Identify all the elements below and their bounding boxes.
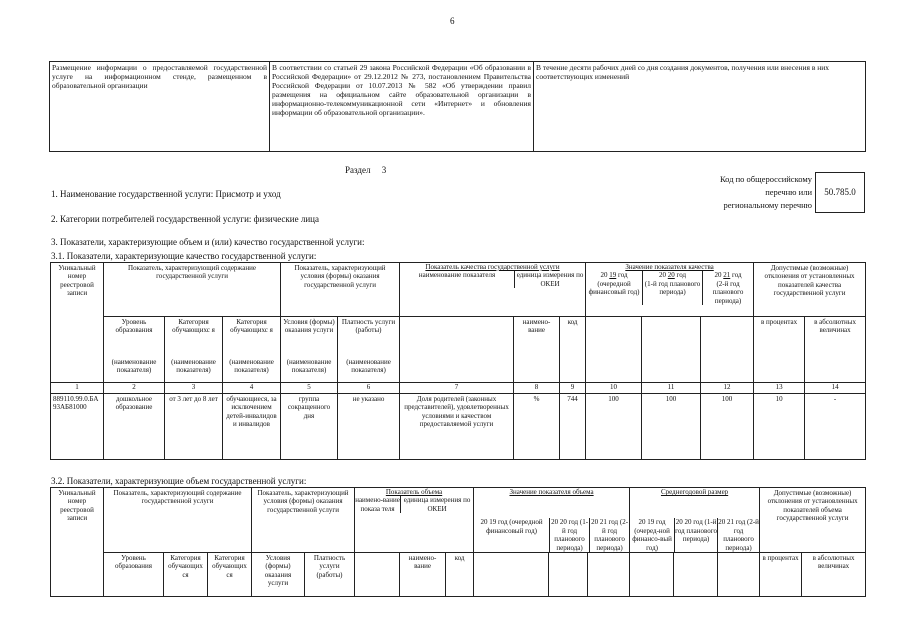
v-h-conditions: Показатель, характеризующий условия (формы) оказания государственной услуги [252,488,355,553]
quality-table [50,262,866,460]
q-h-y1 [586,271,642,305]
q-h-y3-yr: 21 [723,271,731,280]
q-h-naim: наимено-вание [514,317,560,383]
q-h-pct: в процентах [754,317,805,383]
q-h-name-ind-6: (наименование показателя) [338,357,400,383]
q-h-name-ind-4: (наименование показателя) [223,357,281,383]
code-label-line3: региональному перечню [723,200,812,210]
v-h-volume [355,488,474,553]
v-h-pct: в процентах [760,552,802,596]
q-row-y3: 100 [701,394,754,460]
v-h-y3: 20 21 год (2-й год планового периода) [589,518,629,552]
q-h-y2-c: (1-й год планового периода) [644,279,701,297]
v-h-unique: Уникальный номер реестровой записи [51,488,104,597]
q-h-abs: в абсолютных величинах [805,317,866,383]
code-label-line2: перечню или [765,187,812,197]
q-h-blank10 [586,317,642,383]
v-h-a2: 20 20 год (1-й год планового периода) [674,518,717,552]
code-value: 50.785.0 [815,172,865,213]
q-h-y2-b: год [676,271,687,280]
q-h-conditions: Показатель, характеризующий условия (формы) оказания государственной услуги [281,263,400,317]
q-row-registry: 889110.99.0.БА93АБ81000 [51,394,104,460]
q-row-indicator: Доля родителей (законных представителей), удовлетворенных условиями и качеством предоставляемой услуги [400,394,514,460]
q-h-allowed: Допустимые (возможные) отклонения от установленных показателей качества государственной услуги [754,263,866,317]
q-h-unit: единица измерения по ОКЕИ [514,271,585,288]
info-table [49,61,866,152]
q-row-pay: не указано [338,394,400,460]
q-h-y3-b: год [732,271,742,280]
q-h-name-ind-2: (наименование показателя) [104,357,165,383]
q-h-y2-yr: 20 [667,271,675,280]
v-h-y1: 20 19 год (очередной финансовый год) [480,518,543,535]
info-content: В соответствии со статьей 29 закона Российской Федерации «Об образовании в Российской Федерации» от 29.12.2012 № 273, постановлением Правительства Российской Федерации от 10.07.2013 № 582 «Об утверждении правил размещения на официальном сайте образовательной организации в информационно-телекоммуникационной сети «Интернет» и обновления информации об образовательной организации». [270,62,534,152]
q-num-7: 7 [400,383,514,394]
q-h-unique: Уникальный номер реестровой записи [51,263,104,383]
q-h-y1-a: 20 [600,271,608,280]
v-h-blank7 [355,552,400,596]
q-num-6: 6 [338,383,400,394]
q-h-y1-yr: 19 [609,271,617,280]
quality-title: 3.1. Показатели, характеризующие качество государственной услуги: [51,251,317,261]
q-h-y2 [642,271,702,305]
q-row-cond: группа сокращенного дня [281,394,338,460]
table-row [51,394,866,460]
q-h-cond: Условия (формы) оказания услуги [281,317,338,357]
v-h-naim-ind: наимено-вание показа теля [355,496,400,513]
q-num-9: 9 [560,383,586,394]
q-num-11: 11 [642,383,701,394]
consumer-category: 2. Категории потребителей государственной услуги: физические лица [51,214,319,224]
service-name: 1. Наименование государственной услуги: Присмотр и уход [51,189,281,199]
v-h-value [474,488,630,553]
v-h-a1: 20 19 год (очеред-ной финансо-вый год) [632,518,672,552]
q-h-y2-a: 20 [659,271,667,280]
volume-table [50,487,866,597]
q-h-y3 [702,271,753,305]
v-h-a3: 20 21 год (2-й год планового периода) [718,518,759,552]
info-method: Размещение информации о предоставляемой государственной услуге на информационном стенде, размещенном в образовательной организации [50,62,270,152]
v-h-unit: единица измерения по ОКЕИ [400,496,473,513]
v-h-y2: 20 20 год (1-й год планового периода) [549,518,589,552]
q-num-13: 13 [754,383,805,394]
v-h-avg-label: Среднегодовой размер [660,488,729,496]
q-h-value-label: Значение показателя качества [625,263,714,271]
q-h-cat2: Категория обучающихс я [223,317,281,357]
q-num-1: 1 [51,383,104,394]
q-num-2: 2 [104,383,165,394]
v-h-cat2: Категория обучающих ся [208,552,252,596]
v-h-blank12 [588,552,630,596]
q-h-level: Уровень образования [104,317,165,357]
q-h-content: Показатель, характеризующий содержание государственной услуги [104,263,281,317]
q-h-code: код [560,317,586,383]
q-num-8: 8 [514,383,560,394]
q-h-blank12 [701,317,754,383]
q-h-value [586,263,754,317]
v-h-abs: в абсолютных величинах [802,552,866,596]
v-h-blank11 [549,552,588,596]
q-num-3: 3 [165,383,223,394]
section-number: 3 [381,165,387,175]
q-h-blank11 [642,317,701,383]
page-number: 6 [450,16,455,26]
q-num-12: 12 [701,383,754,394]
q-row-y1: 100 [586,394,642,460]
v-h-blank15 [718,552,760,596]
q-row-level: дошкольное образование [104,394,165,460]
section-title [345,165,386,175]
q-h-indicator-name: наименование показателя [418,271,496,280]
q-row-code: 744 [560,394,586,460]
code-label-line1: Код по общероссийскому [719,174,812,184]
q-h-y1-c: (очередной финансовый год) [588,279,640,297]
v-h-pay: Платность услуги (работы) [305,552,355,596]
q-h-name-ind-5: (наименование показателя) [281,357,338,383]
v-h-volume-label: Показатель объема [385,488,443,496]
q-num-10: 10 [586,383,642,394]
q-h-quality-label: Показатель качества государственной услуги [425,263,560,271]
code-label [690,173,812,212]
volume-title: 3.2. Показатели, характеризующие объем государственной услуги: [51,476,307,486]
q-h-quality [400,263,586,317]
q-row-abs: - [805,394,866,460]
q-num-4: 4 [223,383,281,394]
v-h-content: Показатель, характеризующий содержание государственной услуги [104,488,252,553]
q-row-pct: 10 [754,394,805,460]
q-h-pay: Платность услуги (работы) [338,317,400,357]
indicators-title: 3. Показатели, характеризующие объем и (или) качество государственной услуги: [51,237,365,247]
q-row-cat2: обучающиеся, за исключением детей-инвалидов и инвалидов [223,394,281,460]
v-h-value-label: Значение показателя объема [509,488,594,496]
q-h-y3-a: 20 [714,271,722,280]
v-h-blank10 [474,552,549,596]
v-h-code: код [446,552,474,596]
q-h-blank7 [400,317,514,383]
v-h-cond: Условия (формы) оказания услуги [252,552,305,596]
info-frequency: В течение десяти рабочих дней со дня создания документов, получения или внесения в них соответствующих изменений [534,62,866,152]
v-h-level: Уровень образования [104,552,164,596]
q-row-y2: 100 [642,394,701,460]
v-h-avg [630,488,760,553]
q-h-y3-c: (2-й год планового периода) [712,279,744,305]
q-num-14: 14 [805,383,866,394]
v-h-blank13 [630,552,674,596]
v-h-cat1: Категория обучающих ся [164,552,208,596]
q-h-name-ind-3: (наименование показателя) [165,357,223,383]
v-h-naim: наимено-вание [400,552,446,596]
q-num-5: 5 [281,383,338,394]
q-h-cat1: Категория обучающихс я [165,317,223,357]
q-h-y1-b: год [618,271,628,280]
q-row-unit: % [514,394,560,460]
v-h-allowed: Допустимые (возможные) отклонения от установленных показателей объема государственной услуги [760,488,866,553]
v-h-blank14 [674,552,718,596]
q-row-cat1: от 3 лет до 8 лет [165,394,223,460]
section-label: Раздел [345,165,371,175]
